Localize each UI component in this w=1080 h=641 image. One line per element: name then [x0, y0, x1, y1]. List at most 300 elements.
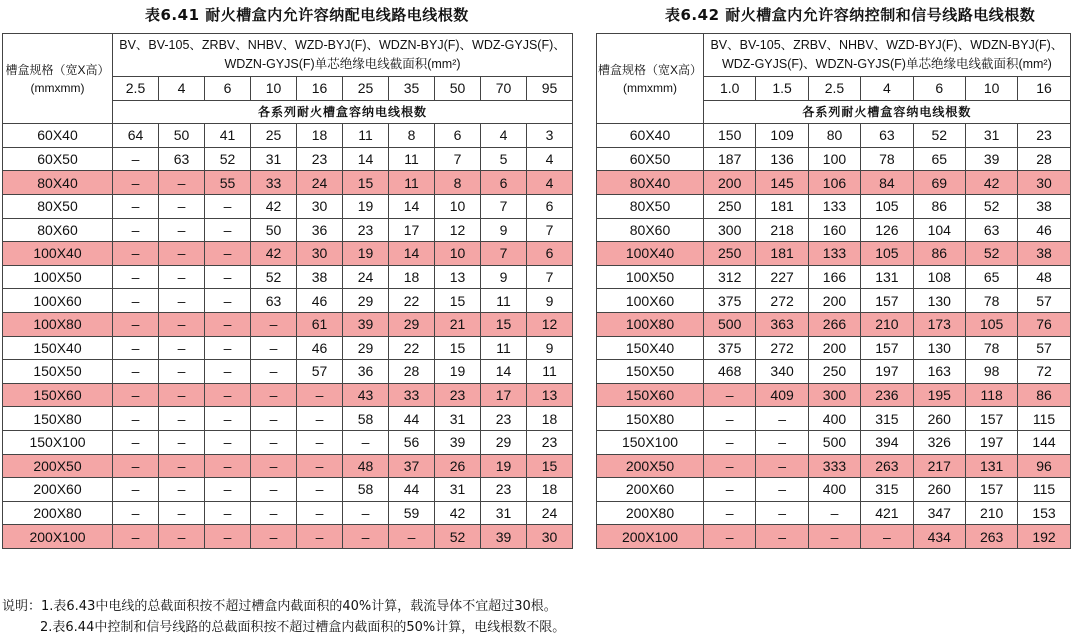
count-cell: 104: [913, 218, 965, 242]
count-cell: –: [205, 242, 251, 266]
count-cell: –: [205, 478, 251, 502]
cross-section-cell: 25: [343, 77, 389, 101]
count-cell: 42: [435, 501, 481, 525]
count-cell: 133: [808, 242, 860, 266]
spec-cell: 60X50: [3, 147, 113, 171]
count-cell: 28: [389, 360, 435, 384]
count-cell: 105: [965, 312, 1017, 336]
count-cell: 200: [808, 336, 860, 360]
count-cell: 4: [481, 124, 527, 148]
count-cell: 36: [297, 218, 343, 242]
count-cell: 272: [756, 289, 808, 313]
left-wire-count-table: [2, 33, 573, 549]
count-cell: 150: [704, 124, 756, 148]
count-cell: 266: [808, 312, 860, 336]
count-cell: 409: [756, 383, 808, 407]
count-cell: –: [113, 242, 159, 266]
count-cell: –: [297, 478, 343, 502]
spec-cell: 200X50: [3, 454, 113, 478]
count-cell: 394: [861, 430, 913, 454]
count-cell: –: [808, 525, 860, 549]
count-cell: –: [251, 336, 297, 360]
count-cell: 3: [527, 124, 573, 148]
count-cell: 118: [965, 383, 1017, 407]
count-cell: –: [251, 454, 297, 478]
table-row: [3, 454, 573, 478]
count-cell: –: [808, 501, 860, 525]
spec-cell: 60X50: [597, 147, 704, 171]
count-cell: 9: [527, 289, 573, 313]
count-cell: 30: [297, 242, 343, 266]
table-row: [597, 289, 1071, 313]
cross-section-cell: 2.5: [113, 77, 159, 101]
count-cell: 31: [435, 478, 481, 502]
count-cell: 52: [205, 147, 251, 171]
count-cell: –: [159, 454, 205, 478]
count-cell: 31: [965, 124, 1017, 148]
table-row: [597, 383, 1071, 407]
count-cell: 28: [1018, 147, 1070, 171]
count-cell: 100: [808, 147, 860, 171]
count-cell: 218: [756, 218, 808, 242]
count-cell: –: [756, 478, 808, 502]
cross-section-cell: 4: [159, 77, 205, 101]
spec-cell: 100X50: [597, 265, 704, 289]
count-cell: 22: [389, 336, 435, 360]
right-table-body: [597, 124, 1071, 549]
count-cell: 272: [756, 336, 808, 360]
count-cell: –: [159, 312, 205, 336]
count-cell: 72: [1018, 360, 1070, 384]
count-cell: –: [113, 430, 159, 454]
count-cell: 200: [704, 171, 756, 195]
count-cell: –: [113, 407, 159, 431]
count-cell: 375: [704, 336, 756, 360]
count-cell: –: [113, 478, 159, 502]
count-cell: 300: [808, 383, 860, 407]
table-row: [3, 171, 573, 195]
count-cell: 13: [527, 383, 573, 407]
count-cell: 78: [965, 289, 1017, 313]
count-cell: 58: [343, 407, 389, 431]
count-cell: –: [704, 525, 756, 549]
count-cell: –: [113, 501, 159, 525]
count-cell: 14: [389, 242, 435, 266]
count-cell: –: [159, 383, 205, 407]
count-cell: 29: [343, 336, 389, 360]
count-cell: –: [159, 525, 205, 549]
count-cell: –: [251, 312, 297, 336]
count-cell: –: [756, 501, 808, 525]
count-cell: –: [113, 265, 159, 289]
count-cell: 80: [808, 124, 860, 148]
count-cell: –: [205, 312, 251, 336]
count-cell: 23: [343, 218, 389, 242]
spec-cell: 200X100: [3, 525, 113, 549]
count-cell: 86: [1018, 383, 1070, 407]
table-row: [597, 147, 1071, 171]
count-cell: 14: [343, 147, 389, 171]
note-1: 说明：1.表6.43中电线的总截面积按不超过槽盒内截面积的40%计算，载流导体不宜超过30根。: [2, 599, 557, 614]
spec-cell: 100X60: [3, 289, 113, 313]
count-cell: 23: [1018, 124, 1070, 148]
count-cell: 11: [481, 289, 527, 313]
count-cell: 19: [343, 242, 389, 266]
count-cell: 157: [965, 478, 1017, 502]
count-cell: 76: [1018, 312, 1070, 336]
table-row: [597, 124, 1071, 148]
spec-cell: 200X60: [597, 478, 704, 502]
count-cell: 30: [297, 194, 343, 218]
cross-section-cell: 6: [205, 77, 251, 101]
count-cell: –: [205, 501, 251, 525]
count-cell: 157: [861, 289, 913, 313]
count-cell: –: [297, 454, 343, 478]
count-cell: 260: [913, 407, 965, 431]
count-cell: 86: [913, 194, 965, 218]
count-cell: 130: [913, 289, 965, 313]
spec-cell: 100X40: [597, 242, 704, 266]
count-cell: 55: [205, 171, 251, 195]
spec-cell: 150X50: [3, 360, 113, 384]
count-cell: 9: [481, 218, 527, 242]
count-cell: 157: [861, 336, 913, 360]
count-cell: 29: [481, 430, 527, 454]
count-cell: –: [704, 383, 756, 407]
count-subheader: 各系列耐火槽盒容纳电线根数: [704, 100, 1071, 124]
count-cell: 312: [704, 265, 756, 289]
table-row: [3, 383, 573, 407]
count-cell: 65: [965, 265, 1017, 289]
count-cell: 64: [113, 124, 159, 148]
count-cell: –: [297, 407, 343, 431]
count-cell: –: [205, 383, 251, 407]
count-cell: –: [704, 430, 756, 454]
cross-section-cell: 6: [913, 77, 965, 101]
cross-section-cell: 50: [435, 77, 481, 101]
spec-header: 槽盒规格（宽X高）(mmxmm): [597, 34, 704, 124]
count-cell: 86: [913, 242, 965, 266]
count-cell: 63: [861, 124, 913, 148]
count-cell: 56: [389, 430, 435, 454]
count-cell: –: [756, 454, 808, 478]
count-cell: 468: [704, 360, 756, 384]
count-cell: 65: [913, 147, 965, 171]
count-cell: 17: [389, 218, 435, 242]
count-cell: 17: [481, 383, 527, 407]
count-cell: 8: [435, 171, 481, 195]
spec-cell: 150X40: [597, 336, 704, 360]
count-cell: 24: [343, 265, 389, 289]
count-cell: –: [251, 501, 297, 525]
table-row: [3, 242, 573, 266]
spec-cell: 150X100: [3, 430, 113, 454]
cross-section-cell: 16: [297, 77, 343, 101]
count-cell: 236: [861, 383, 913, 407]
count-cell: 46: [1018, 218, 1070, 242]
count-cell: 18: [389, 265, 435, 289]
table-row: [597, 194, 1071, 218]
count-cell: 19: [481, 454, 527, 478]
spec-cell: 80X60: [3, 218, 113, 242]
count-cell: –: [205, 265, 251, 289]
cross-section-cell: 1.5: [756, 77, 808, 101]
count-cell: 115: [1018, 407, 1070, 431]
count-cell: –: [251, 383, 297, 407]
count-cell: 210: [965, 501, 1017, 525]
count-cell: 363: [756, 312, 808, 336]
count-cell: 7: [481, 242, 527, 266]
count-cell: 126: [861, 218, 913, 242]
count-cell: –: [297, 430, 343, 454]
count-cell: –: [113, 218, 159, 242]
count-cell: 5: [481, 147, 527, 171]
count-cell: 11: [389, 171, 435, 195]
count-cell: –: [205, 430, 251, 454]
count-cell: 263: [861, 454, 913, 478]
count-cell: 6: [481, 171, 527, 195]
count-cell: 263: [965, 525, 1017, 549]
count-cell: 192: [1018, 525, 1070, 549]
count-cell: –: [159, 360, 205, 384]
count-cell: –: [205, 454, 251, 478]
count-cell: 250: [704, 242, 756, 266]
count-cell: 131: [861, 265, 913, 289]
cross-section-cell: 1.0: [704, 77, 756, 101]
count-cell: 7: [481, 194, 527, 218]
count-cell: 315: [861, 478, 913, 502]
spec-cell: 200X80: [3, 501, 113, 525]
spec-cell: 80X50: [3, 194, 113, 218]
count-cell: 13: [435, 265, 481, 289]
count-cell: 12: [527, 312, 573, 336]
cross-section-cell: 10: [965, 77, 1017, 101]
count-cell: 15: [343, 171, 389, 195]
spec-cell: 100X50: [3, 265, 113, 289]
count-cell: –: [205, 336, 251, 360]
count-cell: 63: [251, 289, 297, 313]
count-cell: 217: [913, 454, 965, 478]
count-cell: 4: [527, 147, 573, 171]
count-cell: 187: [704, 147, 756, 171]
count-cell: 31: [435, 407, 481, 431]
count-cell: –: [343, 525, 389, 549]
count-cell: 59: [389, 501, 435, 525]
count-cell: 29: [343, 289, 389, 313]
count-cell: –: [756, 407, 808, 431]
count-cell: –: [205, 194, 251, 218]
count-cell: 46: [297, 289, 343, 313]
count-cell: 434: [913, 525, 965, 549]
count-cell: 30: [527, 525, 573, 549]
spec-cell: 150X50: [597, 360, 704, 384]
count-cell: –: [297, 501, 343, 525]
spec-cell: 150X80: [3, 407, 113, 431]
count-cell: 18: [527, 478, 573, 502]
count-cell: –: [159, 171, 205, 195]
count-cell: 31: [481, 501, 527, 525]
count-cell: –: [113, 194, 159, 218]
count-cell: –: [704, 501, 756, 525]
table-row: [3, 147, 573, 171]
count-cell: 333: [808, 454, 860, 478]
count-cell: 57: [297, 360, 343, 384]
spec-header: 槽盒规格（宽X高）(mmxmm): [3, 34, 113, 124]
count-cell: 7: [527, 218, 573, 242]
count-cell: –: [159, 242, 205, 266]
count-cell: –: [756, 525, 808, 549]
count-cell: –: [159, 265, 205, 289]
count-cell: –: [704, 407, 756, 431]
count-cell: 166: [808, 265, 860, 289]
count-cell: –: [205, 218, 251, 242]
count-cell: 15: [435, 289, 481, 313]
count-cell: –: [113, 289, 159, 313]
count-cell: –: [861, 525, 913, 549]
count-cell: –: [113, 336, 159, 360]
count-cell: 19: [435, 360, 481, 384]
table-row: [3, 478, 573, 502]
count-cell: 33: [251, 171, 297, 195]
count-cell: –: [159, 430, 205, 454]
count-cell: 23: [481, 478, 527, 502]
spec-cell: 150X80: [597, 407, 704, 431]
spec-cell: 100X80: [597, 312, 704, 336]
table-row: [3, 430, 573, 454]
count-cell: 421: [861, 501, 913, 525]
count-cell: 43: [343, 383, 389, 407]
count-cell: 18: [297, 124, 343, 148]
count-cell: 52: [435, 525, 481, 549]
count-cell: 15: [435, 336, 481, 360]
table-row: [3, 525, 573, 549]
count-cell: 84: [861, 171, 913, 195]
count-cell: –: [113, 454, 159, 478]
count-cell: 108: [913, 265, 965, 289]
count-cell: 160: [808, 218, 860, 242]
count-cell: 130: [913, 336, 965, 360]
right-table-caption: 表6.42 耐火槽盒内允许容纳控制和信号线路电线根数: [665, 6, 1036, 24]
count-cell: 197: [861, 360, 913, 384]
count-cell: –: [343, 430, 389, 454]
count-cell: 50: [251, 218, 297, 242]
cable-type-header: BV、BV-105、ZRBV、NHBV、WZD-BYJ(F)、WDZN-BYJ(F)、WDZ-GYJS(F)、WDZN-GYJS(F)单芯绝缘电线截面积(mm²): [704, 34, 1071, 77]
count-cell: –: [159, 194, 205, 218]
table-row: [597, 360, 1071, 384]
count-cell: 300: [704, 218, 756, 242]
count-cell: 11: [343, 124, 389, 148]
table-row: [597, 242, 1071, 266]
count-cell: 52: [965, 242, 1017, 266]
count-cell: 31: [251, 147, 297, 171]
count-cell: 6: [435, 124, 481, 148]
table-row: [3, 218, 573, 242]
count-cell: 39: [435, 430, 481, 454]
count-cell: 6: [527, 194, 573, 218]
count-cell: 61: [297, 312, 343, 336]
count-cell: 109: [756, 124, 808, 148]
count-cell: 23: [527, 430, 573, 454]
count-cell: 25: [251, 124, 297, 148]
count-cell: 136: [756, 147, 808, 171]
count-cell: 52: [913, 124, 965, 148]
count-cell: 144: [1018, 430, 1070, 454]
count-cell: 26: [435, 454, 481, 478]
table-row: [597, 218, 1071, 242]
table-row: [597, 171, 1071, 195]
count-cell: 52: [965, 194, 1017, 218]
count-cell: 18: [527, 407, 573, 431]
note-2: 2.表6.44中控制和信号线路的总截面积按不超过槽盒内截面积的50%计算，电线根数不限。: [40, 620, 566, 635]
count-cell: 24: [527, 501, 573, 525]
count-cell: 11: [527, 360, 573, 384]
count-cell: –: [159, 289, 205, 313]
count-cell: 163: [913, 360, 965, 384]
count-cell: 181: [756, 194, 808, 218]
count-cell: –: [251, 525, 297, 549]
count-cell: –: [113, 147, 159, 171]
count-cell: –: [113, 360, 159, 384]
count-cell: 4: [527, 171, 573, 195]
count-cell: 133: [808, 194, 860, 218]
count-cell: 48: [1018, 265, 1070, 289]
count-cell: –: [251, 478, 297, 502]
table-row: [597, 501, 1071, 525]
table-row: [3, 407, 573, 431]
table-row: [3, 194, 573, 218]
count-subheader: 各系列耐火槽盒容纳电线根数: [113, 100, 573, 124]
spec-cell: 80X40: [597, 171, 704, 195]
count-cell: 10: [435, 194, 481, 218]
count-cell: 195: [913, 383, 965, 407]
table-row: [3, 312, 573, 336]
count-cell: –: [113, 171, 159, 195]
notes: [2, 596, 565, 638]
table-row: [3, 501, 573, 525]
count-cell: –: [251, 407, 297, 431]
count-cell: 8: [389, 124, 435, 148]
count-cell: 52: [251, 265, 297, 289]
count-cell: –: [297, 525, 343, 549]
spec-cell: 150X40: [3, 336, 113, 360]
cross-section-cell: 2.5: [808, 77, 860, 101]
count-cell: 44: [389, 478, 435, 502]
table-row: [597, 336, 1071, 360]
table-row: [597, 407, 1071, 431]
count-cell: –: [704, 478, 756, 502]
count-cell: –: [205, 289, 251, 313]
count-cell: 44: [389, 407, 435, 431]
table-row: [597, 454, 1071, 478]
count-cell: 19: [343, 194, 389, 218]
spec-cell: 200X80: [597, 501, 704, 525]
count-cell: 6: [527, 242, 573, 266]
count-cell: 260: [913, 478, 965, 502]
count-cell: 29: [389, 312, 435, 336]
count-cell: 181: [756, 242, 808, 266]
spec-cell: 60X40: [597, 124, 704, 148]
count-cell: 9: [481, 265, 527, 289]
count-cell: –: [205, 525, 251, 549]
count-cell: 105: [861, 194, 913, 218]
count-cell: 7: [435, 147, 481, 171]
count-cell: 340: [756, 360, 808, 384]
count-cell: 96: [1018, 454, 1070, 478]
count-cell: –: [113, 312, 159, 336]
count-cell: 63: [965, 218, 1017, 242]
count-cell: –: [159, 407, 205, 431]
table-row: [3, 124, 573, 148]
